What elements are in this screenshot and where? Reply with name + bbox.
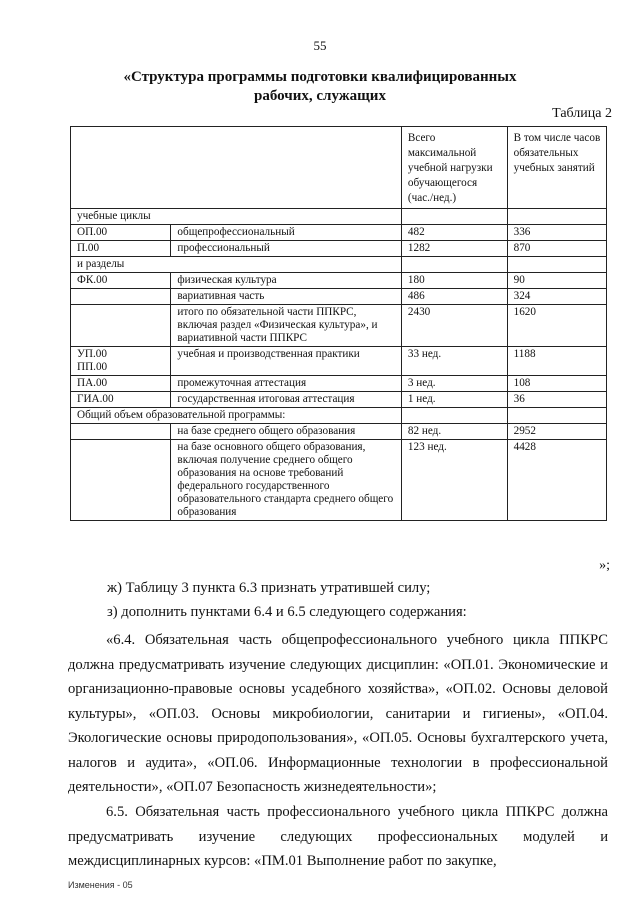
row-name: промежуточная аттестация xyxy=(171,376,401,392)
row-code: ОП.00 xyxy=(71,225,171,241)
table-row xyxy=(71,273,607,289)
row-mandatory: 1620 xyxy=(507,305,606,347)
row-mandatory: 870 xyxy=(507,241,606,257)
row-name: учебная и производственная практики xyxy=(171,347,401,376)
table-label: Таблица 2 xyxy=(552,106,612,121)
row-code xyxy=(71,424,171,440)
table-row xyxy=(71,241,607,257)
title-line-1: «Структура программы подготовки квалифицированных xyxy=(123,69,517,85)
row-total: 33 нед. xyxy=(401,347,507,376)
section-label: учебные циклы xyxy=(71,209,402,225)
row-code xyxy=(71,289,171,305)
table-row xyxy=(71,305,607,347)
section-label: Общий объем образовательной программы: xyxy=(71,408,402,424)
table-row xyxy=(71,209,607,225)
row-total: 1 нед. xyxy=(401,392,507,408)
row-mandatory: 1188 xyxy=(507,347,606,376)
row-mandatory: 36 xyxy=(507,392,606,408)
row-name: общепрофессиональный xyxy=(171,225,401,241)
title-line-2: рабочих, служащих xyxy=(254,88,386,104)
section-label: и разделы xyxy=(71,257,402,273)
row-mandatory: 90 xyxy=(507,273,606,289)
row-code: ПА.00 xyxy=(71,376,171,392)
table-cell xyxy=(401,257,507,273)
table-cell xyxy=(507,209,606,225)
table-row xyxy=(71,392,607,408)
row-code: П.00 xyxy=(71,241,171,257)
row-code: ГИА.00 xyxy=(71,392,171,408)
row-name: профессиональный xyxy=(171,241,401,257)
item-z-text: з) дополнить пунктами 6.4 и 6.5 следующего содержания: xyxy=(107,604,467,620)
table-row xyxy=(71,347,607,376)
structure-table xyxy=(70,126,607,521)
paragraph-6-4: «6.4. Обязательная часть общепрофессионального учебного цикла ППКРС должна предусматривать изучение следующих дисциплин: «ОП.01. Экономические и организационно-правовые основы усадебного хозяйства», «ОП.02. Основы деловой культуры», «ОП.03. Основы микробиологии, санитарии и гигиены», «ОП.04. Экологические основы природопользования», «ОП.05. Основы бухгалтерского учета, налогов и аудита», «ОП.06. Информационные технологии в профессиональной деятельности», «ОП.07 Безопасность жизнедеятельности»; xyxy=(68,632,608,795)
table-row xyxy=(71,424,607,440)
row-mandatory: 324 xyxy=(507,289,606,305)
row-total: 82 нед. xyxy=(401,424,507,440)
table-cell xyxy=(507,257,606,273)
header-mandatory-hours: В том числе часов обязательных учебных занятий xyxy=(507,127,606,209)
table-cell xyxy=(401,408,507,424)
table-row xyxy=(71,257,607,273)
table-cell xyxy=(507,408,606,424)
table-row xyxy=(71,289,607,305)
header-total-load: Всего максимальной учебной нагрузки обучающегося (час./нед.) xyxy=(401,127,507,209)
paragraph-6-5: 6.5. Обязательная часть профессионального учебного цикла ППКРС должна предусматривать изучение следующих профессиональных модулей и междисциплинарных курсов: «ПМ.01 Выполнение работ по закупке, xyxy=(68,804,608,869)
footer-note: Изменения - 05 xyxy=(68,880,133,890)
row-name: итого по обязательной части ППКРС, включая раздел «Физическая культура», и вариативной части ППКРС xyxy=(171,305,401,347)
row-mandatory: 2952 xyxy=(507,424,606,440)
row-code xyxy=(71,347,171,376)
table-row xyxy=(71,440,607,521)
structure-table-wrapper xyxy=(70,126,607,521)
table-header-row xyxy=(71,127,607,209)
item-zh-text: ж) Таблицу 3 пункта 6.3 признать утратившей силу; xyxy=(107,580,431,596)
row-code xyxy=(71,305,171,347)
table-row xyxy=(71,376,607,392)
row-total: 1282 xyxy=(401,241,507,257)
row-name: на базе основного общего образования, включая получение среднего общего образования на основе требований федерального государственного образовательного стандарта среднего общего образования xyxy=(171,440,401,521)
row-name: физическая культура xyxy=(171,273,401,289)
row-total: 123 нед. xyxy=(401,440,507,521)
closing-quote: »; xyxy=(599,558,610,573)
row-total: 3 нед. xyxy=(401,376,507,392)
row-mandatory: 108 xyxy=(507,376,606,392)
row-code-pp: ПП.00 xyxy=(77,361,108,373)
row-mandatory: 336 xyxy=(507,225,606,241)
row-name: вариативная часть xyxy=(171,289,401,305)
row-total: 486 xyxy=(401,289,507,305)
row-name: государственная итоговая аттестация xyxy=(171,392,401,408)
row-code-up: УП.00 xyxy=(77,348,107,360)
page-number: 55 xyxy=(313,38,327,53)
row-name: на базе среднего общего образования xyxy=(171,424,401,440)
table-row xyxy=(71,408,607,424)
row-mandatory: 4428 xyxy=(507,440,606,521)
row-total: 180 xyxy=(401,273,507,289)
table-row xyxy=(71,225,607,241)
header-empty-cell xyxy=(71,127,402,209)
row-total: 2430 xyxy=(401,305,507,347)
row-code xyxy=(71,440,171,521)
row-code: ФК.00 xyxy=(71,273,171,289)
document-title xyxy=(90,68,550,106)
row-total: 482 xyxy=(401,225,507,241)
table-cell xyxy=(401,209,507,225)
